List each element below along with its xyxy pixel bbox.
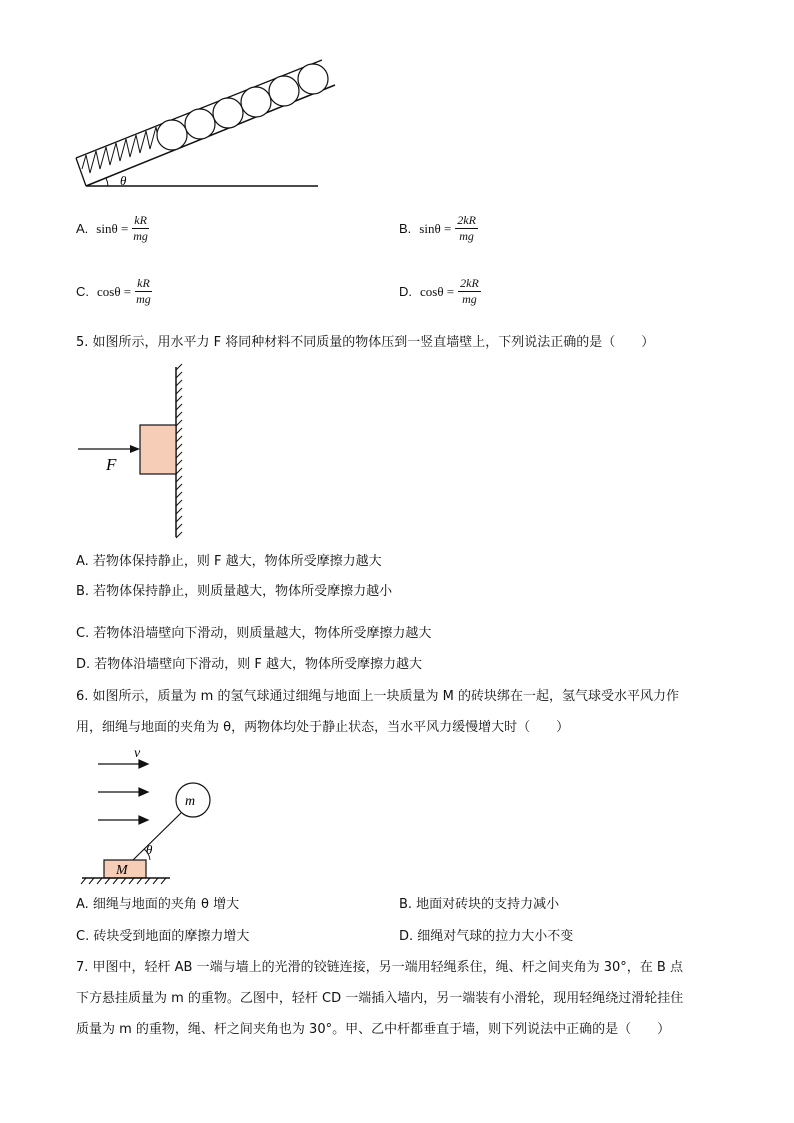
spring [82,127,158,173]
brick-label: M [116,863,128,878]
q4-option-a[interactable]: A. sinθ = $\frac{kR}{mg}$ [76,213,148,243]
q6-angle-label: θ [146,842,153,857]
q6-option-a[interactable]: A. 细绳与地面的夹角 θ 增大 [76,897,240,912]
incline-spring-figure [70,55,350,195]
q4-angle-label: θ [120,173,127,188]
balloon-label: m [185,794,196,809]
q6-option-b[interactable]: B. 地面对砖块的支持力减小 [399,897,560,912]
q7-line2: 下方悬挂质量为 m 的重物。乙图中，轻杆 CD 一端插入墙内，另一端装有小滑轮，现用轻绳绕过滑轮挂住 [76,991,684,1006]
q5-option-b[interactable]: B. 若物体保持静止，则质量越大，物体所受摩擦力越小 [76,584,393,599]
q6-stem-line1: 6. 如图所示，质量为 m 的氢气球通过细绳与地面上一块质量为 M 的砖块绑在一起，氢气球受水平风力作 [76,689,679,704]
q4-option-b[interactable]: B. sinθ = $\frac{2kR}{mg}$ [399,213,476,243]
q5-option-c[interactable]: C. 若物体沿墙壁向下滑动，则质量越大，物体所受摩擦力越大 [76,626,432,641]
q7-line1: 7. 甲图中，轻杆 AB 一端与墙上的光滑的铰链连接，另一端用轻绳系住，绳、杆之间夹角为 30°，在 B 点 [76,960,683,975]
q4-option-d[interactable]: D. cosθ = $\frac{2kR}{mg}$ [399,276,479,306]
q6-option-d[interactable]: D. 细绳对气球的拉力大小不变 [399,929,574,944]
wind-label: v [134,746,141,761]
balloon-brick-figure [78,742,228,887]
q4-option-c[interactable]: C. cosθ = $\frac{kR}{mg}$ [76,276,151,306]
q5-option-a[interactable]: A. 若物体保持静止，则 F 越大，物体所受摩擦力越大 [76,554,382,569]
q5-option-d[interactable]: D. 若物体沿墙壁向下滑动，则 F 越大，物体所受摩擦力越大 [76,657,423,672]
q7-line3: 质量为 m 的重物，绳、杆之间夹角也为 30°。甲、乙中杆都垂直于墙，则下列说法中正确的是（ ） [76,1022,671,1037]
force-label: F [106,455,117,474]
q5-stem: 5. 如图所示，用水平力 F 将同种材料不同质量的物体压到一竖直墙壁上，下列说法正确的是（ ） [76,335,655,350]
wall-block-figure [74,362,194,542]
balls [157,64,328,150]
q6-option-c[interactable]: C. 砖块受到地面的摩擦力增大 [76,929,250,944]
block [140,425,176,474]
q6-stem-line2: 用，细绳与地面的夹角为 θ，两物体均处于静止状态，当水平风力缓慢增大时（ ） [76,720,570,735]
